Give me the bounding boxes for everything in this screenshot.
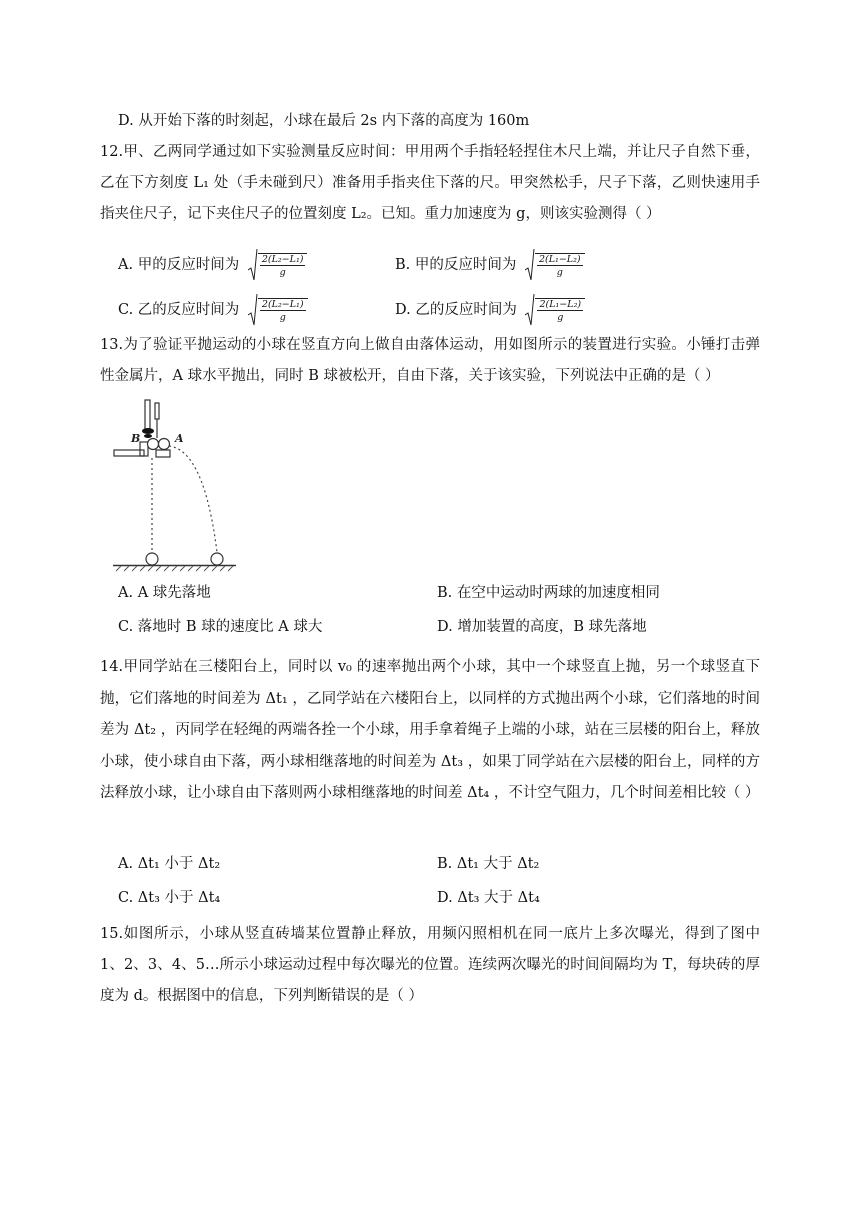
q12-option-a-label: A. 甲的反应时间为: [118, 257, 240, 273]
q12-option-b-label: B. 甲的反应时间为: [395, 257, 517, 273]
q11-option-d: D. 从开始下落的时刻起，小球在最后 2s 内下落的高度为 160m: [118, 113, 530, 129]
fraction-denominator: g: [557, 311, 564, 323]
q13-option-c: C. 落地时 B 球的速度比 A 球大: [118, 619, 323, 635]
fraction-denominator: g: [556, 266, 563, 278]
sqrt-expression: [248, 248, 308, 282]
q14-option-c: C. Δt₃ 小于 Δt₄: [118, 890, 221, 906]
fraction-numerator: 2(L₁−L₂): [539, 298, 582, 310]
q14-option-d: D. Δt₃ 大于 Δt₄: [437, 890, 540, 906]
q13-option-a: A. A 球先落地: [118, 585, 211, 601]
q13-option-d: D. 增加装置的高度，B 球先落地: [437, 619, 647, 635]
q13-option-b: B. 在空中运动时两球的加速度相同: [437, 585, 660, 601]
q14-option-a: A. Δt₁ 小于 Δt₂: [118, 856, 221, 872]
q15-stem: 15.如图所示，小球从竖直砖墙某位置静止释放，用频闪照相机在同一底片上多次曝光，得到了图中 1、2、3、4、5…所示小球运动过程中每次曝光的位置。连续两次曝光的时间间隔均为 T，每块砖的厚度为 d。根据图中的信息，下列判断错误的是（ ）: [100, 926, 760, 1004]
sqrt-expression: [525, 293, 585, 327]
q12-option-c-label: C. 乙的反应时间为: [118, 302, 240, 318]
q12-option-a: [118, 248, 307, 282]
q12-option-c: [118, 293, 308, 327]
q13-stem: 13.为了验证平抛运动的小球在竖直方向上做自由落体运动，用如图所示的装置进行实验。小锤打击弹性金属片，A 球水平抛出，同时 B 球被松开，自由下落，关于该实验，下列说法中正确的是（ ）: [100, 337, 760, 384]
fraction-numerator: 2(L₁−L₂): [538, 253, 581, 265]
q14-stem: 14.甲同学站在三楼阳台上，同时以 v₀ 的速率抛出两个小球，其中一个球竖直上抛，另一个球竖直下抛，它们落地的时间差为 Δt₁ ，乙同学站在六楼阳台上，以同样的方式抛出两个小球，它们落地的时间差为 Δt₂ ，丙同学在轻绳的两端各拴一个小球，用手拿着绳子上端的小球，站在三层楼的阳台上，释放小球，使小球自由下落，两小球相继落地的时间差为 Δt₃ ，如果丁同学站在六层楼的阳台上，同样的方法释放小球，让小球自由下落则两小球相继落地的时间差 Δt₄ ，不计空气阻力，几个时间差相比较（ ）: [100, 659, 760, 801]
q12-stem: 12.甲、乙两同学通过如下实验测量反应时间：甲用两个手指轻轻捏住木尺上端，并让尺子自然下垂，乙在下方刻度 L₁ 处（手未碰到尺）准备用手指夹住下落的尺。甲突然松手，尺子下落，乙则快速用手指夹住尺子，记下夹住尺子的位置刻度 L₂。已知。重力加速度为 g，则该实验测得（ ）: [100, 144, 760, 222]
ball-a-label: A: [175, 432, 184, 445]
q12-option-b: [395, 248, 585, 282]
fraction-numerator: 2(L₂−L₁): [261, 253, 304, 265]
q14-option-b: B. Δt₁ 大于 Δt₂: [437, 856, 540, 872]
apparatus-diagram: [112, 398, 237, 578]
sqrt-expression: [248, 293, 308, 327]
fraction-denominator: g: [279, 266, 286, 278]
fraction-numerator: 2(L₂−L₁): [261, 298, 304, 310]
sqrt-expression: [525, 248, 585, 282]
apparatus-drawing: [112, 398, 237, 578]
q12-option-d-label: D. 乙的反应时间为: [395, 302, 517, 318]
q12-option-d: [395, 293, 585, 327]
fraction-denominator: g: [279, 311, 286, 323]
ball-b-label: B: [131, 432, 141, 445]
